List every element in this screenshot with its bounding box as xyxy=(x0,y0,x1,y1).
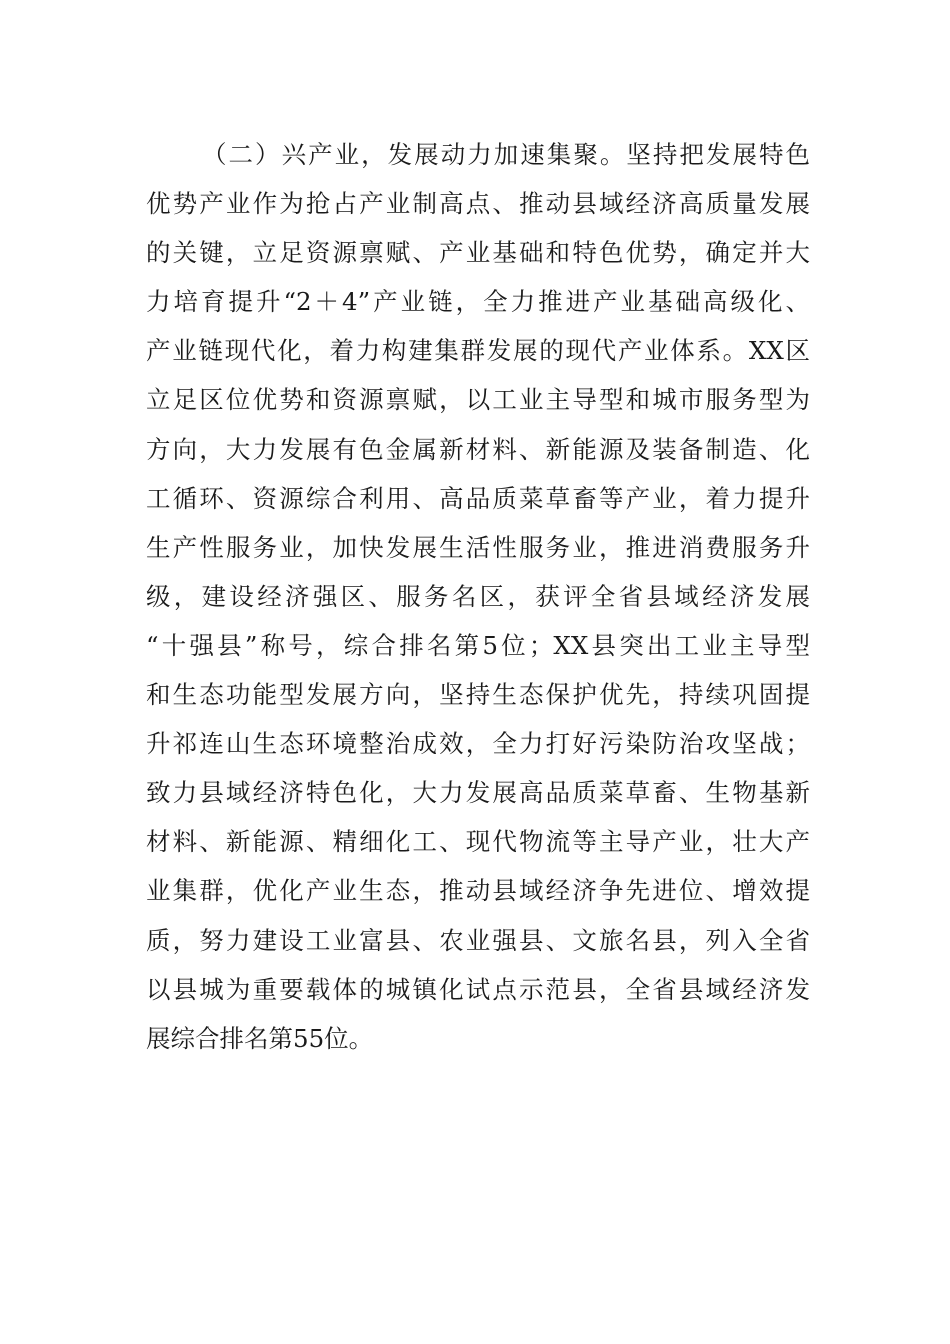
paragraph-line: 优势产业作为抢占产业制高点、推动县域经济高质量发展 xyxy=(146,189,810,219)
paragraph-line: 展综合排名第55位。 xyxy=(146,1023,374,1053)
paragraph-line: 以县城为重要载体的城镇化试点示范县，全省县域经济发 xyxy=(146,974,810,1004)
paragraph-line: 业集群，优化产业生态，推动县域经济争先进位、增效提 xyxy=(146,876,810,906)
paragraph-line: 立足区位优势和资源禀赋，以工业主导型和城市服务型为 xyxy=(146,385,810,415)
paragraph-line: 的关键，立足资源禀赋、产业基础和特色优势，确定并大 xyxy=(146,238,810,268)
paragraph-line: 级，建设经济强区、服务名区，获评全省县域经济发展 xyxy=(146,581,810,611)
paragraph-line: 产业链现代化，着力构建集群发展的现代产业体系。XX区 xyxy=(146,336,810,366)
paragraph-line: （二）兴产业，发展动力加速集聚。坚持把发展特色 xyxy=(202,140,810,169)
paragraph-line: 和生态功能型发展方向，坚持生态保护优先，持续巩固提 xyxy=(146,680,810,710)
body-paragraph xyxy=(146,130,810,1063)
paragraph-line: 升祁连山生态环境整治成效，全力打好污染防治攻坚战； xyxy=(146,729,810,759)
paragraph-line: 方向，大力发展有色金属新材料、新能源及装备制造、化 xyxy=(146,434,810,464)
paragraph-line: 力培育提升“2＋4”产业链，全力推进产业基础高级化、 xyxy=(146,287,810,317)
paragraph-line: 工循环、资源综合利用、高品质菜草畜等产业，着力提升 xyxy=(146,483,810,513)
paragraph-line: “十强县”称号，综合排名第5位；XX县突出工业主导型 xyxy=(146,630,810,660)
paragraph-line: 生产性服务业，加快发展生活性服务业，推进消费服务升 xyxy=(146,532,810,562)
paragraph-line: 致力县域经济特色化，大力发展高品质菜草畜、生物基新 xyxy=(146,778,810,808)
paragraph-line: 材料、新能源、精细化工、现代物流等主导产业，壮大产 xyxy=(146,827,810,857)
paragraph-line: 质，努力建设工业富县、农业强县、文旅名县，列入全省 xyxy=(146,925,810,955)
